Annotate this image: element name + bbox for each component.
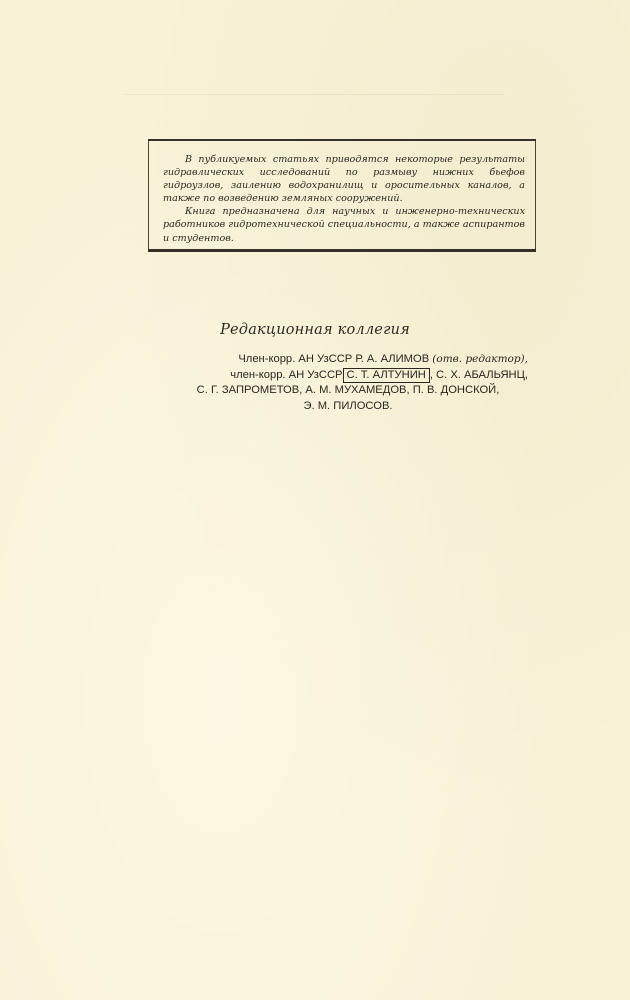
member-role: (отв. редактор), [432,353,528,365]
members-line-1 [168,352,528,368]
editorial-board-members [168,352,528,414]
member-altunin-boxed: С. Т. АЛТУНИН [343,368,430,383]
abstract-text [163,153,525,245]
abstract-paragraph-1: В публикуемых статьях приводятся некоторые результаты гидравлических исследований по размыву нижних бьефов гидроузлов, заилению водохранилищ и оросительных каналов, а также по возведению земляных сооружений. [163,154,525,205]
faint-rule [125,94,505,95]
members-line-2 [168,368,528,384]
editorial-board-title: Редакционная коллегия [220,322,410,338]
members-line-4: Э. М. ПИЛОСОВ. [303,399,393,412]
member-abalyants: , С. Х. АБАЛЬЯНЦ, [429,368,528,381]
members-line-3: С. Г. ЗАПРОМЕТОВ, А. М. МУХАМЕДОВ, П. В. ДОНСКОЙ, [196,384,500,396]
abstract-paragraph-2: Книга предназначена для научных и инженерно-технических работников гидротехнической специальности, а также аспирантов и студентов. [163,206,525,244]
member-prefix: член-корр. АН УзССР [230,368,343,381]
member-alimov: Член-корр. АН УзССР Р. А. АЛИМОВ [238,353,430,365]
